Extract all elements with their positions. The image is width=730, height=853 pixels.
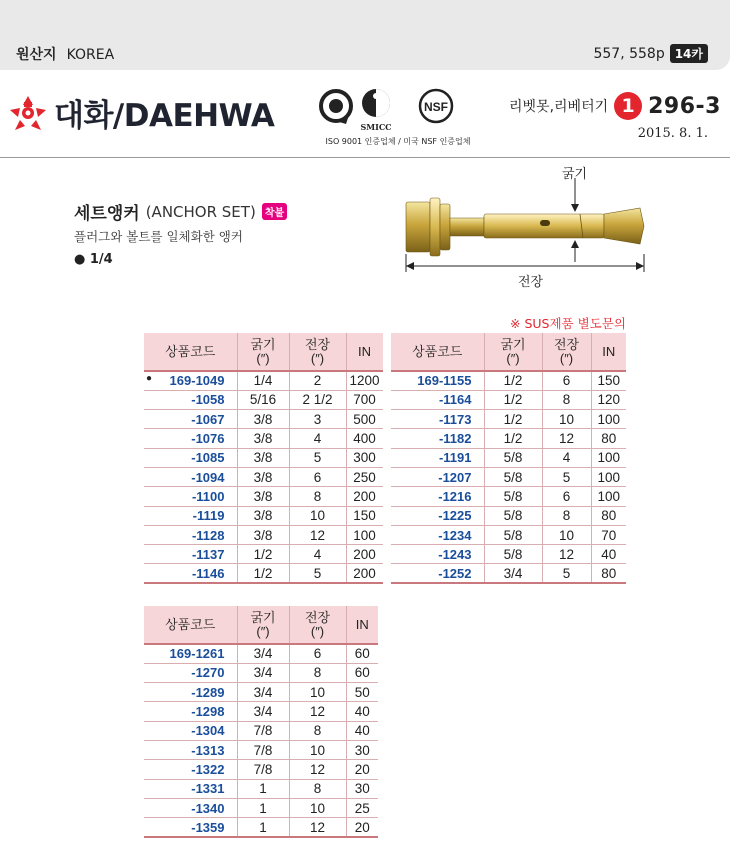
category-name: 리벳못,리베터기 — [509, 99, 609, 115]
table-row — [144, 467, 383, 486]
table-row — [144, 390, 383, 409]
length-cell: 12 — [289, 760, 346, 779]
length-cell: 6 — [289, 467, 346, 486]
table-row — [144, 545, 383, 564]
thickness-cell: 1 — [237, 779, 289, 798]
quantity-cell: 200 — [346, 545, 383, 564]
svg-text:SMICC: SMICC — [360, 122, 392, 132]
col-header-thickness: 굵기 (″) — [237, 606, 289, 644]
product-code-cell: -1076 — [144, 429, 237, 448]
thickness-cell: 1/4 — [237, 371, 289, 390]
quantity-cell: 70 — [591, 525, 626, 544]
quantity-cell: 25 — [346, 798, 378, 817]
table-row — [144, 760, 378, 779]
length-cell: 8 — [289, 779, 346, 798]
thickness-cell: 7/8 — [237, 760, 289, 779]
table-row — [144, 410, 383, 429]
certification-marks — [318, 86, 478, 148]
product-code-cell: -1137 — [144, 545, 237, 564]
length-cell: 10 — [289, 798, 346, 817]
quantity-cell: 20 — [346, 818, 378, 837]
table-row — [391, 390, 626, 409]
thickness-cell: 3/8 — [237, 448, 289, 467]
product-code-cell: -1216 — [391, 487, 484, 506]
thickness-cell: 1/2 — [484, 429, 542, 448]
quantity-cell: 100 — [591, 448, 626, 467]
thickness-cell: 3/4 — [484, 564, 542, 583]
thickness-cell: 3/8 — [237, 525, 289, 544]
marker-dot: ● — [146, 373, 153, 385]
length-cell: 12 — [289, 525, 346, 544]
quantity-cell: 120 — [591, 390, 626, 409]
thickness-cell: 1 — [237, 818, 289, 837]
col-header-code: 상품코드 — [144, 606, 237, 644]
table-row — [144, 564, 383, 583]
length-cell: 8 — [542, 506, 591, 525]
issue-date: 2015. 8. 1. — [637, 126, 708, 141]
col-header-code: 상품코드 — [391, 333, 484, 371]
product-code-cell: -1182 — [391, 429, 484, 448]
length-cell: 8 — [289, 487, 346, 506]
table-row — [144, 371, 383, 390]
spec-table-3 — [144, 606, 378, 838]
category-page: 296-3 — [648, 93, 721, 119]
length-cell: 10 — [289, 740, 346, 759]
iso-mark-icon — [321, 91, 351, 124]
table-row — [391, 525, 626, 544]
length-cell: 3 — [289, 410, 346, 429]
col-header-code: 상품코드 — [144, 333, 237, 371]
thickness-cell: 3/8 — [237, 467, 289, 486]
quantity-cell: 100 — [346, 525, 383, 544]
table-row — [391, 506, 626, 525]
product-code-cell: -1100 — [144, 487, 237, 506]
length-cell: 4 — [289, 545, 346, 564]
product-code-cell: ● 169-1049 — [144, 371, 237, 390]
thickness-cell: 1/2 — [484, 371, 542, 390]
thickness-label: 굵기 — [562, 167, 588, 182]
length-cell: 5 — [289, 448, 346, 467]
product-code-cell: -1359 — [144, 818, 237, 837]
page-numbers: 557, 558p — [593, 45, 665, 62]
quantity-cell: 100 — [591, 467, 626, 486]
product-code-cell: -1304 — [144, 721, 237, 740]
length-cell: 6 — [542, 371, 591, 390]
length-label: 전장 — [518, 275, 544, 290]
thickness-cell: 3/4 — [237, 683, 289, 702]
thickness-cell: 1/2 — [237, 564, 289, 583]
quantity-cell: 80 — [591, 564, 626, 583]
table-row — [144, 429, 383, 448]
thickness-cell: 1/2 — [484, 390, 542, 409]
product-code-cell: -1191 — [391, 448, 484, 467]
length-cell: 2 — [289, 371, 346, 390]
col-header-thickness: 굵기 (″) — [237, 333, 289, 371]
thickness-cell: 5/8 — [484, 467, 542, 486]
quantity-cell: 100 — [591, 410, 626, 429]
table-row — [391, 564, 626, 583]
table-row — [391, 467, 626, 486]
length-cell: 8 — [289, 663, 346, 682]
smicc-mark-icon — [360, 89, 391, 132]
length-cell: 12 — [542, 545, 591, 564]
product-code-cell: -1094 — [144, 467, 237, 486]
thickness-cell: 1/2 — [237, 545, 289, 564]
product-code-cell: 169-1155 — [391, 371, 484, 390]
length-cell: 12 — [289, 702, 346, 721]
table-row — [144, 818, 378, 837]
length-cell: 12 — [542, 429, 591, 448]
product-code-cell: -1146 — [144, 564, 237, 583]
quantity-cell: 150 — [346, 506, 383, 525]
quantity-cell: 250 — [346, 467, 383, 486]
length-cell: 5 — [542, 467, 591, 486]
length-cell: 5 — [542, 564, 591, 583]
certification-caption: ISO 9001 인증업체 / 미국 NSF 인증업체 — [325, 137, 471, 146]
quantity-cell: 200 — [346, 564, 383, 583]
table-row — [144, 779, 378, 798]
thickness-cell: 3/8 — [237, 429, 289, 448]
quantity-cell: 50 — [346, 683, 378, 702]
product-description: 플러그와 볼트를 일체화한 앵커 — [74, 229, 243, 244]
nsf-mark-icon — [420, 90, 452, 122]
thickness-cell: 3/8 — [237, 506, 289, 525]
thickness-cell: 1/2 — [484, 410, 542, 429]
table-row — [144, 525, 383, 544]
brand-name: 대화/DAEHWA — [54, 98, 275, 134]
product-code-cell: -1331 — [144, 779, 237, 798]
thickness-cell: 7/8 — [237, 740, 289, 759]
quantity-cell: 200 — [346, 487, 383, 506]
table-row — [144, 798, 378, 817]
svg-text:NSF: NSF — [424, 100, 448, 114]
length-cell: 5 — [289, 564, 346, 583]
length-cell: 4 — [542, 448, 591, 467]
product-code-cell: -1058 — [144, 390, 237, 409]
thickness-cell: 5/8 — [484, 545, 542, 564]
table-row — [391, 429, 626, 448]
anchor-diagram — [400, 158, 650, 290]
category-number-badge: 1 — [614, 92, 642, 120]
page-badge: 14카 — [670, 44, 708, 63]
product-code-cell: -1164 — [391, 390, 484, 409]
product-title-kr: 세트앵커 — [74, 204, 140, 224]
table-row — [144, 683, 378, 702]
length-cell: 8 — [542, 390, 591, 409]
thickness-cell: 3/8 — [237, 487, 289, 506]
spec-table-1 — [144, 333, 383, 584]
certification-icons — [318, 86, 478, 136]
quantity-cell: 300 — [346, 448, 383, 467]
page-reference — [593, 44, 708, 63]
product-code-cell: 169-1261 — [144, 644, 237, 663]
quantity-cell: 700 — [346, 390, 383, 409]
quantity-cell: 400 — [346, 429, 383, 448]
spec-table-2 — [391, 333, 626, 584]
table-row — [144, 448, 383, 467]
length-cell: 8 — [289, 721, 346, 740]
col-header-length: 전장 (″) — [289, 606, 346, 644]
length-cell: 6 — [542, 487, 591, 506]
product-code-cell: -1289 — [144, 683, 237, 702]
table-row — [391, 487, 626, 506]
product-code-cell: -1298 — [144, 702, 237, 721]
thickness-cell: 5/16 — [237, 390, 289, 409]
table-row — [391, 448, 626, 467]
product-size-note: ● 1/4 — [74, 252, 113, 267]
table-row — [144, 663, 378, 682]
table-body — [144, 371, 383, 583]
quantity-cell: 80 — [591, 429, 626, 448]
length-cell: 10 — [289, 506, 346, 525]
product-code-cell: -1207 — [391, 467, 484, 486]
col-header-qty: IN — [346, 333, 383, 371]
brand-logo — [10, 90, 274, 135]
thickness-cell: 5/8 — [484, 487, 542, 506]
table-row — [144, 721, 378, 740]
thickness-cell: 5/8 — [484, 448, 542, 467]
cod-tag: 착불 — [262, 203, 287, 220]
length-cell: 4 — [289, 429, 346, 448]
table-body — [144, 644, 378, 837]
length-cell: 6 — [289, 644, 346, 663]
daehwa-logo-icon — [10, 96, 46, 130]
quantity-cell: 80 — [591, 506, 626, 525]
thickness-cell: 5/8 — [484, 525, 542, 544]
thickness-cell: 1 — [237, 798, 289, 817]
col-header-qty: IN — [346, 606, 378, 644]
quantity-cell: 500 — [346, 410, 383, 429]
table-row — [391, 371, 626, 390]
quantity-cell: 150 — [591, 371, 626, 390]
table-row — [391, 545, 626, 564]
origin-label: 원산지 — [16, 47, 57, 63]
product-code-cell: -1067 — [144, 410, 237, 429]
quantity-cell: 30 — [346, 740, 378, 759]
length-cell: 10 — [289, 683, 346, 702]
table-body — [391, 371, 626, 583]
product-code-cell: -1225 — [391, 506, 484, 525]
category-header — [509, 92, 721, 120]
product-title — [74, 199, 287, 224]
quantity-cell: 40 — [591, 545, 626, 564]
origin-value: KOREA — [66, 47, 115, 63]
table-row — [144, 487, 383, 506]
table-row — [144, 740, 378, 759]
quantity-cell: 30 — [346, 779, 378, 798]
product-code-cell: -1243 — [391, 545, 484, 564]
col-header-qty: IN — [591, 333, 626, 371]
col-header-length: 전장 (″) — [542, 333, 591, 371]
product-code-cell: -1340 — [144, 798, 237, 817]
product-title-en: (ANCHOR SET) — [145, 202, 256, 221]
quantity-cell: 40 — [346, 721, 378, 740]
thickness-cell: 5/8 — [484, 506, 542, 525]
length-cell: 12 — [289, 818, 346, 837]
product-code-cell: -1085 — [144, 448, 237, 467]
table-row — [144, 702, 378, 721]
product-code-cell: -1252 — [391, 564, 484, 583]
quantity-cell: 1200 — [346, 371, 383, 390]
col-header-thickness: 굵기 (″) — [484, 333, 542, 371]
thickness-cell: 3/8 — [237, 410, 289, 429]
length-cell: 10 — [542, 525, 591, 544]
product-code-cell: -1234 — [391, 525, 484, 544]
table-row — [391, 410, 626, 429]
product-code-cell: -1313 — [144, 740, 237, 759]
quantity-cell: 60 — [346, 663, 378, 682]
thickness-cell: 3/4 — [237, 702, 289, 721]
quantity-cell: 40 — [346, 702, 378, 721]
col-header-length: 전장 (″) — [289, 333, 346, 371]
table-row — [144, 644, 378, 663]
sus-note: ※ SUS제품 별도문의 — [510, 316, 626, 331]
product-code-cell: -1270 — [144, 663, 237, 682]
thickness-cell: 3/4 — [237, 663, 289, 682]
product-code-cell: -1173 — [391, 410, 484, 429]
thickness-cell: 7/8 — [237, 721, 289, 740]
header-bar — [0, 0, 730, 70]
product-code-cell: -1128 — [144, 525, 237, 544]
quantity-cell: 20 — [346, 760, 378, 779]
length-cell: 10 — [542, 410, 591, 429]
thickness-cell: 3/4 — [237, 644, 289, 663]
origin-info — [16, 44, 114, 64]
quantity-cell: 60 — [346, 644, 378, 663]
quantity-cell: 100 — [591, 487, 626, 506]
table-row — [144, 506, 383, 525]
product-code-cell: -1119 — [144, 506, 237, 525]
length-cell: 2 1/2 — [289, 390, 346, 409]
product-code-cell: -1322 — [144, 760, 237, 779]
